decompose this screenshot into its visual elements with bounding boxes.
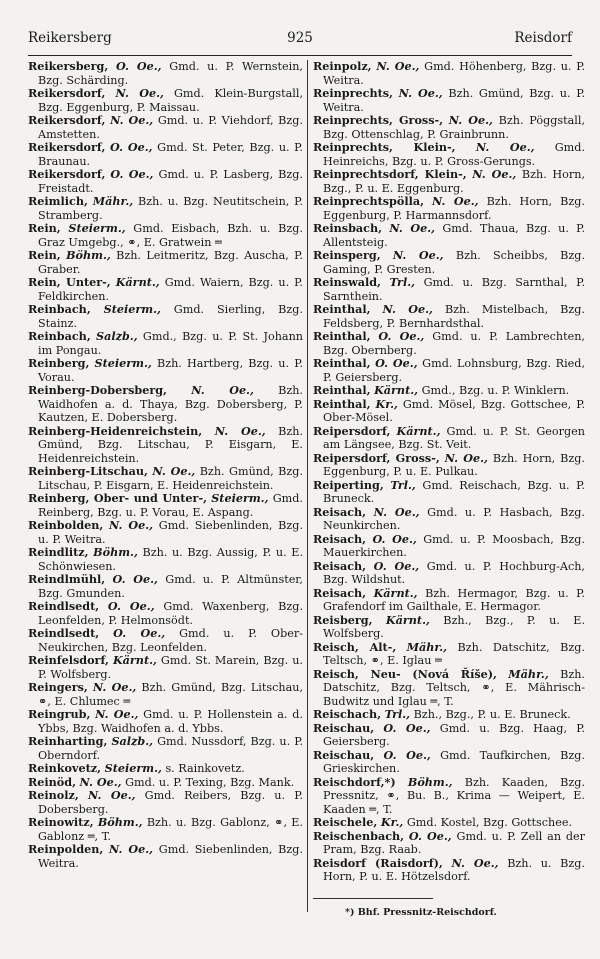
entry-headword: Reisdorf (Raisdorf),	[313, 855, 443, 870]
entry-headword: Reinprechtspölla,	[313, 194, 424, 208]
gazetteer-entry	[28, 816, 303, 843]
entry-region: N. Oe.,	[451, 855, 499, 870]
entry-details: Gmd. Heinreichs, Bzg. u. P. Gross-Gerungs.	[323, 141, 586, 168]
entry-region: Böhm.,	[407, 774, 453, 789]
entry-headword: Reinberg, Ober- und Unter-,	[28, 491, 207, 505]
footnote: *) Bhf. Pressnitz-Reischdorf.	[345, 907, 497, 918]
entry-headword: Reimlich,	[28, 194, 88, 208]
entry-details: Gmd. u. P. Ober-Neukirchen, Bzg. Leonfelden.	[38, 627, 303, 654]
entry-details: Gmd. Kostel, Bzg. Gottschee.	[406, 816, 573, 829]
gazetteer-entry	[313, 587, 585, 614]
entry-headword: Reinprechts,	[313, 86, 393, 100]
entry-details: Gmd. u. P. Viehdorf, Bzg. Amstetten.	[38, 114, 304, 141]
entry-region: O. Oe.,	[383, 747, 431, 762]
entry-region: N. Oe.,	[376, 59, 420, 73]
entry-region: N. Oe.,	[432, 194, 479, 208]
entry-headword: Reischach,	[313, 707, 381, 721]
entry-headword: Reinthal,	[313, 356, 371, 370]
entry-region: Steierm.,	[94, 356, 152, 370]
entry-region: N. Oe.,	[392, 248, 444, 262]
entry-region: Mähr.,	[508, 666, 549, 681]
gazetteer-entry	[313, 141, 585, 168]
entry-headword: Reischau,	[313, 720, 375, 735]
entry-headword: Reinberg-Dobersberg,	[28, 383, 167, 397]
entry-region: Trl.,	[389, 275, 415, 289]
entry-region: Kärnt.,	[373, 585, 418, 600]
entry-details: Bzh., Bzg., P. u. E. Wolfsberg.	[323, 613, 585, 640]
entry-details: Gmd. u. P. Wernstein, Bzg. Schärding.	[38, 60, 303, 87]
entry-details: Bzh., Bzg., P. u. E. Bruneck.	[413, 708, 571, 721]
entry-headword: Reinpolz,	[313, 59, 372, 73]
entry-details: Gmd. u. P. Hochburg-Ach, Bzg. Wildshut.	[323, 559, 585, 586]
entry-details: Gmd. Lohnsburg, Bzg. Ried, P. Geiersberg.	[323, 357, 585, 384]
entry-details: Gmd. Siebenlinden, Bzg. u. P. Weitra.	[38, 519, 304, 546]
entry-headword: Reinberg-Litschau,	[28, 464, 148, 478]
gazetteer-entry	[313, 816, 585, 830]
entry-headword: Reindlsedt,	[28, 626, 100, 640]
entry-details: Bzh. u. Bzg. Aussig, P. u. E. Schönwiesen.	[38, 546, 304, 573]
entry-headword: Reinolz,	[28, 788, 79, 802]
entry-headword: Reinprechts, Klein-,	[313, 140, 456, 154]
gazetteer-entry	[28, 168, 303, 195]
entry-details: Bzh. u. Bzg. Horn, P. u. E. Hötzelsdorf.	[323, 856, 585, 883]
column-divider	[307, 60, 308, 912]
entry-details: Gmd. u. P. Lasberg, Bzg. Freistadt.	[38, 168, 303, 195]
entry-headword: Reingrub,	[28, 707, 91, 721]
entry-details: Bzh. Gmünd, Bzg. Litschau, P. Eisgarn, E. Heidenreichstein.	[38, 465, 304, 492]
entry-region: O. Oe.,	[110, 167, 154, 181]
entry-headword: Reipersdorf,	[313, 423, 391, 438]
entry-details: Gmd. u. Bzg. Sarnthal, P. Sarnthein.	[323, 276, 585, 303]
entry-region: Trl.,	[390, 477, 416, 492]
entry-details: Bzh. Hermagor, Bzg. u. P. Grafendorf im Gailthale, E. Hermagor.	[323, 586, 585, 613]
entry-headword: Reikersdorf,	[28, 113, 106, 127]
gazetteer-entry	[313, 60, 585, 87]
entry-details: Bzh. u. Bzg. Gablonz, ⚭, E. Gablonz ═, T.	[38, 816, 304, 843]
entry-headword: Rein,	[28, 221, 61, 235]
entry-region: N. Oe.,	[444, 450, 488, 465]
entry-region: Steierm.,	[104, 761, 162, 775]
entry-headword: Reinberg,	[28, 356, 90, 370]
entry-details: Bzh. Horn, Bzg., P. u. E. Eggenburg.	[323, 168, 586, 195]
entry-region: O. Oe.,	[109, 140, 153, 154]
entry-headword: Reinthal,	[313, 396, 371, 411]
entry-details: Gmd. u. P. St. Georgen am Längsee, Bzg. St. Veit.	[323, 424, 585, 451]
entry-headword: Reisch, Alt-,	[313, 639, 397, 654]
gazetteer-entry	[28, 843, 303, 870]
gazetteer-entry	[313, 506, 585, 533]
gazetteer-entry	[313, 641, 585, 668]
entry-headword: Reischau,	[313, 747, 375, 762]
entry-region: N. Oe.,	[373, 504, 420, 519]
entry-details: Gmd. Waxenberg, Bzg. Leonfelden, P. Helmonsödt.	[38, 600, 303, 627]
gazetteer-entry	[28, 357, 303, 384]
entry-headword: Reinprechts, Gross-,	[313, 113, 444, 127]
gazetteer-entry	[313, 384, 585, 398]
gazetteer-entry	[28, 654, 303, 681]
header-right-keyword: Reisdorf	[514, 30, 572, 46]
entry-headword: Reikersdorf,	[28, 140, 106, 154]
gazetteer-entry	[28, 627, 303, 654]
entry-details: Gmd. Siebenlinden, Bzg. Weitra.	[38, 843, 304, 870]
entry-details: Gmd. u. P. Hasbach, Bzg. Neunkirchen.	[323, 505, 585, 532]
entry-details: Bzh. Gmünd, Bzg. Litschau, ⚭, E. Chlumec ═	[38, 681, 304, 708]
entry-headword: Reisach,	[313, 585, 367, 600]
entry-region: Steierm.,	[211, 491, 269, 505]
entry-headword: Reindlitz,	[28, 545, 89, 559]
entry-headword: Reikersdorf,	[28, 167, 106, 181]
entry-region: Trl.,	[384, 707, 411, 721]
entry-headword: Reindlmühl,	[28, 572, 106, 586]
entry-details: Gmd. u. P. Lambrechten, Bzg. Obernberg.	[323, 330, 585, 357]
entry-region: N. Oe.,	[87, 788, 136, 802]
entry-headword: Reinthal,	[313, 302, 371, 316]
entry-headword: Reinkovetz,	[28, 761, 102, 775]
gazetteer-entry	[28, 708, 303, 735]
gazetteer-entry	[28, 384, 303, 425]
entry-headword: Reikersberg,	[28, 59, 109, 73]
gazetteer-entry	[28, 114, 303, 141]
gazetteer-entry	[28, 330, 303, 357]
entry-details: Gmd. Eisbach, Bzh. u. Bzg. Graz Umgebg., ⚭, E. Gratwein ═	[38, 222, 303, 249]
entry-details: Gmd. Nussdorf, Bzg. u. P. Oberndorf.	[38, 735, 304, 762]
gazetteer-entry	[313, 857, 585, 884]
entry-headword: Reisberg,	[313, 612, 373, 627]
entry-headword: Reinsperg,	[313, 248, 381, 262]
entry-headword: Reinthal,	[313, 383, 371, 397]
gazetteer-entry	[313, 776, 585, 817]
entry-details: s. Rainkovetz.	[165, 762, 245, 775]
entry-region: N. Oe.,	[92, 680, 137, 694]
entry-region: N. Oe.,	[448, 113, 493, 127]
entry-region: O. Oe.,	[408, 828, 452, 843]
header-rule	[28, 55, 572, 56]
entry-headword: Reipersdorf, Gross-,	[313, 450, 440, 465]
entry-details: Gmd. St. Peter, Bzg. u. P. Braunau.	[38, 141, 303, 168]
entry-details: Gmd. u. P. Texing, Bzg. Mank.	[125, 775, 295, 789]
entry-headword: Rein,	[28, 248, 61, 262]
entry-headword: Reinthal,	[313, 329, 371, 343]
entry-details: Gmd. Höhenberg, Bzg. u. P. Weitra.	[323, 60, 586, 87]
gazetteer-entry	[313, 195, 585, 222]
entry-headword: Reinswald,	[313, 275, 381, 289]
entry-region: Kärnt.,	[374, 383, 419, 397]
entry-details: Gmd. Reischach, Bzg. u. P. Bruneck.	[323, 478, 585, 505]
gazetteer-entry	[28, 789, 303, 816]
gazetteer-entry	[28, 776, 303, 790]
entry-details: Bzh. Waidhofen a. d. Thaya, Bzg. Dobersberg, P. Kautzen, E. Dobersberg.	[38, 384, 303, 424]
entry-headword: Reinberg-Heidenreichstein,	[28, 423, 203, 438]
entry-details: Bzh. Datschitz, Bzg. Teltsch, ⚭, E. Iglau ═	[323, 640, 585, 667]
entry-details: Gmd. u. P. Zell an der Pram, Bzg. Raab.	[323, 829, 585, 856]
gazetteer-entry	[313, 249, 585, 276]
entry-region: O. Oe.,	[383, 720, 431, 735]
entry-details: Bzh. Gmünd, Bzg. Litschau, P. Eisgarn, E. Heidenreichstein.	[38, 424, 304, 465]
entry-region: N. Oe.,	[79, 774, 122, 789]
entry-details: Gmd. u. Bzg. Haag, P. Geiersberg.	[323, 721, 586, 748]
gazetteer-entry	[313, 708, 585, 722]
entry-region: Böhm.,	[66, 248, 111, 262]
entry-region: Mähr.,	[92, 194, 134, 208]
entry-region: Kr.,	[380, 815, 404, 829]
entry-headword: Reingers,	[28, 680, 88, 694]
entry-region: Kärnt.,	[115, 275, 160, 289]
left-column	[28, 60, 303, 870]
entry-region: O. Oe.,	[107, 599, 155, 613]
gazetteer-entry	[28, 195, 303, 222]
entry-details: Gmd. Klein-Burgstall, Bzg. Eggenburg, P. Maissau.	[38, 87, 304, 114]
entry-region: N. Oe.,	[472, 167, 517, 181]
entry-headword: Reischenbach,	[313, 828, 405, 843]
gazetteer-entry	[28, 546, 303, 573]
entry-region: N. Oe.,	[95, 707, 139, 721]
gazetteer-entry	[28, 87, 303, 114]
entry-region: N. Oe.,	[475, 140, 535, 154]
entry-region: N. Oe.,	[110, 113, 154, 127]
gazetteer-entry	[313, 560, 585, 587]
entry-headword: Reischdorf,*)	[313, 774, 396, 789]
entry-headword: Reinowitz,	[28, 815, 94, 829]
gazetteer-entry	[28, 573, 303, 600]
entry-headword: Reiperting,	[313, 477, 384, 492]
entry-details: Gmd. u. P. Moosbach, Bzg. Mauerkirchen.	[323, 532, 585, 559]
entry-details: Bzh. Kaaden, Bzg. Pressnitz, ⚭, Bu. B., Krima — Weipert, E. Kaaden ═, T.	[323, 775, 586, 816]
entry-headword: Reinöd,	[28, 774, 76, 789]
entry-headword: Reinharting,	[28, 734, 108, 748]
entry-details: Gmd. Reibers, Bzg. u. P. Dobersberg.	[38, 789, 304, 816]
gazetteer-entry	[313, 749, 585, 776]
entry-headword: Reischele,	[313, 815, 378, 829]
entry-region: N. Oe.,	[109, 842, 154, 856]
gazetteer-entry	[28, 60, 303, 87]
entry-region: N. Oe.,	[214, 423, 266, 438]
entry-region: Böhm.,	[93, 545, 138, 559]
gazetteer-entry	[313, 452, 585, 479]
right-column	[313, 60, 585, 884]
entry-headword: Rein, Unter-,	[28, 275, 111, 289]
entry-details: Bzh. Horn, Bzg. Eggenburg, P. u. E. Pulkau.	[323, 451, 585, 478]
gazetteer-entry	[28, 735, 303, 762]
gazetteer-entry	[28, 249, 303, 276]
gazetteer-entry	[28, 141, 303, 168]
gazetteer-entry	[313, 303, 585, 330]
entry-details: Gmd. Reinberg, Bzg. u. P. Vorau, E. Aspang.	[38, 492, 303, 519]
entry-details: Gmd. St. Marein, Bzg. u. P. Wolfsberg.	[38, 654, 303, 681]
entry-region: O. Oe.,	[378, 329, 425, 343]
entry-region: O. Oe.,	[112, 572, 158, 586]
entry-region: Kr.,	[375, 396, 398, 411]
gazetteer-entry	[313, 668, 585, 709]
page-number: 925	[287, 30, 313, 46]
entry-region: N. Oe.,	[152, 464, 196, 478]
gazetteer-entry	[28, 276, 303, 303]
entry-headword: Reinsbach,	[313, 221, 383, 235]
entry-details: Bzh. Mistelbach, Bzg. Feldsberg, P. Bernhardsthal.	[323, 303, 585, 330]
entry-headword: Reindlsedt,	[28, 599, 100, 613]
entry-region: N. Oe.,	[115, 86, 164, 100]
gazetteer-entry	[28, 519, 303, 546]
gazetteer-entry	[313, 330, 585, 357]
header-left-keyword: Reikersberg	[28, 30, 112, 46]
entry-region: Böhm.,	[97, 815, 143, 829]
gazetteer-entry	[28, 303, 303, 330]
entry-details: Gmd. Taufkirchen, Bzg. Grieskirchen.	[323, 748, 585, 775]
entry-details: Gmd. Thaua, Bzg. u. P. Allentsteig.	[323, 222, 585, 249]
gazetteer-entry	[313, 425, 585, 452]
entry-region: Salzb.,	[96, 329, 138, 343]
entry-headword: Reinbach,	[28, 302, 91, 316]
gazetteer-entry	[313, 276, 585, 303]
entry-details: Gmd., Bzg. u. P. St. Johann im Pongau.	[38, 330, 303, 357]
entry-details: Gmd. Mösel, Bzg. Gottschee, P. Ober-Mösel.	[323, 397, 586, 424]
entry-details: Gmd. u. P. Altmünster, Bzg. Gmunden.	[38, 573, 303, 600]
entry-region: O. Oe.,	[115, 59, 162, 73]
gazetteer-entry	[313, 479, 585, 506]
entry-region: Kärnt.,	[396, 423, 441, 438]
gazetteer-entry	[28, 681, 303, 708]
gazetteer-entry	[313, 722, 585, 749]
entry-details: Bzh. Horn, Bzg. Eggenburg, P. Harmannsdorf.	[323, 195, 585, 222]
entry-region: Salzb.,	[111, 734, 153, 748]
entry-details: Bzh. Leitmeritz, Bzg. Auscha, P. Graber.	[38, 249, 303, 276]
gazetteer-entry	[28, 762, 303, 776]
gazetteer-entry	[313, 614, 585, 641]
gazetteer-entry	[28, 600, 303, 627]
entry-details: Bzh. Hartberg, Bzg. u. P. Vorau.	[38, 357, 304, 384]
gazetteer-entry	[28, 465, 303, 492]
entry-region: O. Oe.,	[113, 626, 166, 640]
gazetteer-entry	[313, 168, 585, 195]
entry-headword: Reikersdorf,	[28, 86, 106, 100]
entry-details: Bzh. Gmünd, Bzg. u. P. Weitra.	[323, 87, 586, 114]
gazetteer-entry	[28, 425, 303, 466]
entry-details: Bzh. Pöggstall, Bzg. Ottenschlag, P. Grainbrunn.	[323, 114, 586, 141]
entry-headword: Reisach,	[313, 531, 367, 546]
entry-region: Kärnt.,	[112, 653, 157, 667]
page-header	[28, 30, 572, 52]
entry-headword: Reinbolden,	[28, 518, 104, 532]
entry-details: Gmd. Sierling, Bzg. Stainz.	[38, 303, 303, 330]
gazetteer-entry	[313, 87, 585, 114]
gazetteer-entry	[313, 114, 585, 141]
entry-headword: Reinprechtsdorf, Klein-,	[313, 167, 467, 181]
entry-details: Gmd. Waiern, Bzg. u. P. Feldkirchen.	[38, 276, 303, 303]
entry-region: N. Oe.,	[398, 86, 443, 100]
entry-headword: Reinfelsdorf,	[28, 653, 109, 667]
gazetteer-entry	[313, 398, 585, 425]
entry-region: N. Oe.,	[389, 221, 436, 235]
entry-details: Gmd. u. P. Hollenstein a. d. Ybbs, Bzg. Waidhofen a. d. Ybbs.	[38, 708, 303, 735]
entry-region: O. Oe.,	[372, 531, 417, 546]
gazetteer-entry	[313, 357, 585, 384]
entry-region: O. Oe.,	[375, 356, 418, 370]
footnote-rule	[313, 898, 433, 899]
gazetteer-entry	[313, 830, 585, 857]
entry-details: Gmd., Bzg. u. P. Winklern.	[421, 384, 570, 397]
gazetteer-entry	[313, 533, 585, 560]
gazetteer-entry	[28, 222, 303, 249]
entry-headword: Reinpolden,	[28, 842, 104, 856]
entry-region: Mähr.,	[406, 639, 448, 654]
entry-region: Steierm.,	[103, 302, 161, 316]
entry-headword: Reinbach,	[28, 329, 91, 343]
entry-region: N. Oe.,	[191, 383, 254, 397]
entry-details: Bzh. Scheibbs, Bzg. Gaming, P. Gresten.	[323, 249, 586, 276]
entry-details: Bzh. u. Bzg. Neutitschein, P. Stramberg.	[38, 195, 303, 222]
entry-headword: Reisach,	[313, 504, 367, 519]
entry-region: N. Oe.,	[109, 518, 154, 532]
entry-headword: Reisach,	[313, 558, 367, 573]
entry-region: Kärnt.,	[385, 612, 430, 627]
entry-region: N. Oe.,	[382, 302, 433, 316]
gazetteer-entry	[313, 222, 585, 249]
entry-headword: Reisch, Neu- (Nová Říše),	[313, 666, 497, 681]
entry-region: O. Oe.,	[373, 558, 420, 573]
entry-details: Bzh. Datschitz, Bzg. Teltsch, ⚭, E. Mährisch-Budwitz und Iglau ═, T.	[323, 667, 585, 708]
entry-region: Steierm.,	[68, 221, 126, 235]
gazetteer-entry	[28, 492, 303, 519]
